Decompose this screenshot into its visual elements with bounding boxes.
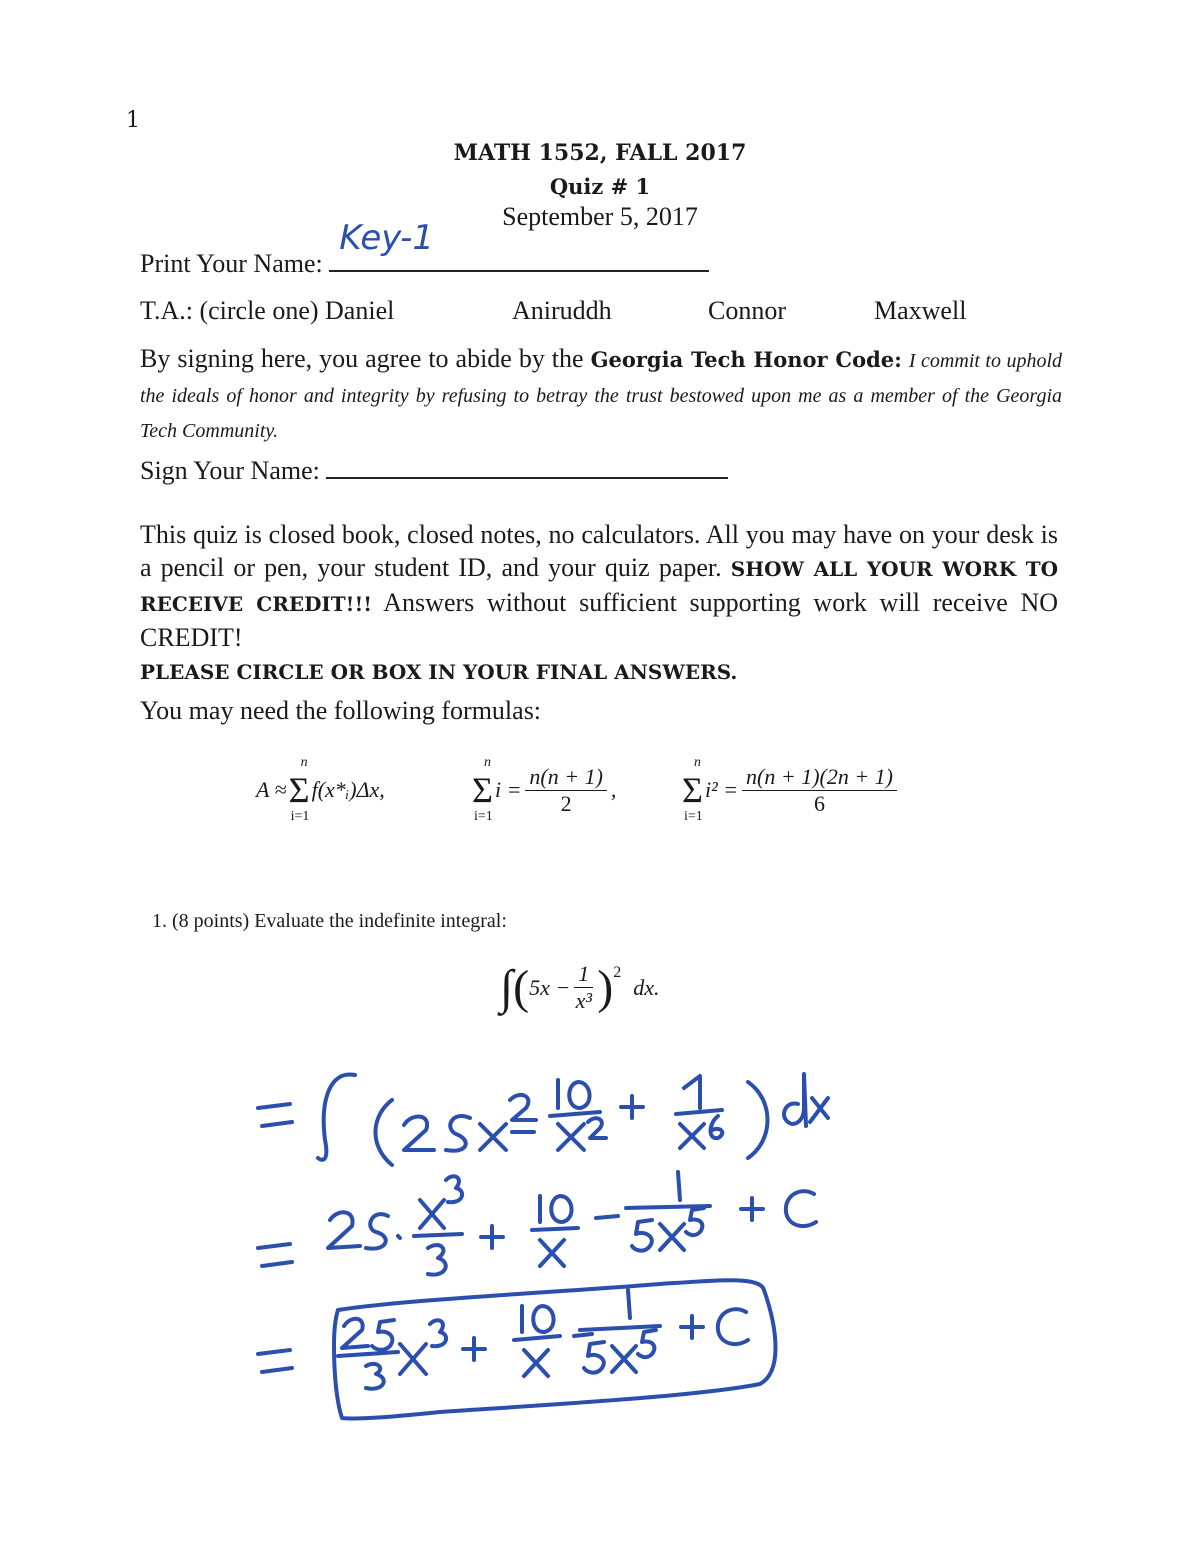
solution-line-2	[258, 1172, 816, 1275]
question-1-prompt: 1. (8 points) Evaluate the indefinite integral:	[152, 910, 507, 932]
solution-line-3	[258, 1280, 776, 1418]
ta-option-connor[interactable]: Connor	[708, 296, 786, 325]
integrand-fraction: $\frac{1}{\text{x³}}$	[575, 961, 592, 1013]
formula-sum-i-body: i =	[494, 777, 522, 802]
integral-sign: ∫	[500, 961, 514, 1014]
sigma-symbol: Σ n i=1	[682, 755, 703, 824]
formula-sum-i-fraction: $\frac{n(n + 1)}{2}$	[525, 764, 607, 817]
formula-lhs: A ≈	[256, 777, 287, 802]
integrand-exponent: 2	[613, 964, 622, 981]
solution-line-1	[258, 1074, 828, 1165]
formulas-intro: You may need the following formulas:	[140, 696, 542, 725]
sign-label: Sign Your Name:	[140, 456, 320, 485]
name-label: Print Your Name:	[140, 249, 323, 278]
integrand-term: 5x −	[529, 974, 571, 1000]
honor-pledge: I commit to uphold the ideals of honor and integrity by refusing to betray the trust bestowed upon me as a member of the Georgia Tech Community.	[140, 350, 1063, 442]
ta-label: T.A.: (circle one) Daniel	[140, 296, 395, 325]
formula-sum-i2-fraction: $\frac{n(n + 1)(2n + 1)}{6}$	[742, 764, 897, 817]
ta-option-maxwell[interactable]: Maxwell	[874, 296, 967, 325]
course-title: MATH 1552, FALL 2017	[453, 140, 747, 166]
ta-option-aniruddh[interactable]: Aniruddh	[512, 296, 612, 325]
honor-intro: By signing here, you agree to abide by the	[140, 344, 584, 373]
page-number: 1	[126, 108, 140, 133]
rules-bold-warning: SHOW ALL YOUR WORK TO RECEIVE CREDIT!!!	[140, 557, 1059, 616]
quiz-number: Quiz # 1	[549, 174, 651, 199]
formula-sum-i2-body: i² =	[704, 777, 739, 802]
question-1-integral: ∫ ( 5x − $\frac{1}{\text{x³}}$ ) $^2$ dx.	[500, 961, 660, 1014]
sigma-symbol: Σ n i=1	[288, 755, 310, 824]
rules-credit-note: Answers without sufficient supporting work will receive NO CREDIT!	[140, 588, 1058, 652]
final-answer-note: PLEASE CIRCLE OR BOX IN YOUR FINAL ANSWERS.	[140, 660, 738, 684]
formula-sum-i: Σ n i=1 i = $\frac{n(n + 1)}{2}$ ,	[472, 755, 617, 824]
formula-riemann-body: f(x*ᵢ)Δx,	[311, 777, 385, 802]
sigma-symbol: Σ n i=1	[472, 755, 493, 824]
rules-text: This quiz is closed book, closed notes, no calculators. All you may have on your desk is a pencil or pen, your student ID, and your quiz paper.	[140, 520, 1058, 582]
integral-differential: dx.	[633, 974, 660, 1000]
handwritten-name: Key-1	[339, 218, 435, 258]
honor-code-name: Georgia Tech Honor Code:	[590, 347, 902, 372]
quiz-date: September 5, 2017	[502, 202, 698, 231]
